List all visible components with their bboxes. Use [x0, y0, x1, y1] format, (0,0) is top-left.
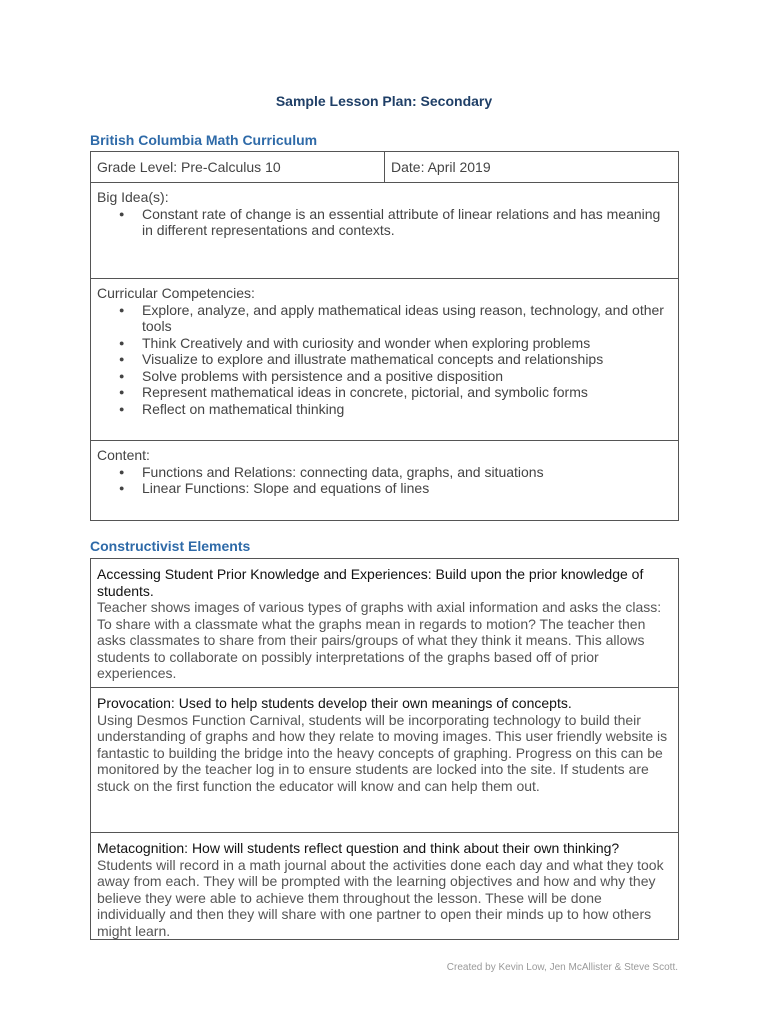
prior-knowledge-cell — [91, 559, 679, 688]
big-ideas-list — [97, 206, 672, 239]
list-item: ● Think Creatively and with curiosity and wonder when exploring problems — [142, 335, 672, 352]
provocation-body: Using Desmos Function Carnival, students will be incorporating technology to build their understanding of graphs and how they relate to moving images. This user friendly website is fantastic to building the bridge into the heavy concepts of graphing. Progress on this can be monitored by the teacher log in to ensure students are locked into the site. If students are stuck on the first function the educator will know and can help them out. — [97, 711, 668, 794]
curriculum-table — [90, 151, 679, 521]
curriculum-heading: British Columbia Math Curriculum — [90, 132, 318, 148]
provocation-heading: Provocation: Used to help students develop their own meanings of concepts. — [97, 695, 572, 711]
prior-knowledge-row — [91, 559, 679, 688]
metacognition-cell — [91, 833, 679, 940]
big-ideas-cell — [91, 183, 679, 279]
prior-knowledge-body: Teacher shows images of various types of graphs with axial information and asks the class: To share with a classmate what the graphs mean in regards to motion? The teacher then asks classmates to share from their pairs/groups of what they think it means. This allows students to collaborate on possibly interpretations of the graphs based off of prior experiences. — [97, 599, 662, 681]
grade-level-cell — [91, 152, 385, 183]
list-item: ● Represent mathematical ideas in concrete, pictorial, and symbolic forms — [142, 384, 672, 401]
metacognition-body: Students will record in a math journal about the activities done each day and what they took away from each. They will be prompted with the learning objectives and how and why they believe they were able to achieve them throughout the lesson. These will be done individually and then they will share with one partner to open their minds up to how others might learn. — [97, 856, 664, 939]
footer-credits: Created by Kevin Low, Jen McAllister & Steve Scott. — [446, 962, 678, 973]
competencies-cell — [91, 279, 679, 441]
big-ideas-label: Big Idea(s): — [97, 189, 169, 205]
metacognition-heading: Metacognition: How will students reflect question and think about their own thinking? — [97, 840, 620, 856]
big-ideas-row — [91, 183, 679, 279]
page-title: Sample Lesson Plan: Secondary — [275, 93, 493, 109]
list-item: ● Solve problems with persistence and a positive disposition — [142, 368, 672, 385]
list-item: ● Explore, analyze, and apply mathematical ideas using reason, technology, and other tools — [142, 302, 672, 335]
competencies-row — [91, 279, 679, 441]
provocation-cell — [91, 688, 679, 833]
competencies-label: Curricular Competencies: — [97, 285, 255, 301]
grade-level: Grade Level: Pre-Calculus 10 — [97, 159, 281, 175]
content-row — [91, 441, 679, 521]
prior-knowledge-heading: Accessing Student Prior Knowledge and Experiences: Build upon the prior knowledge of students. — [97, 566, 644, 599]
provocation-row — [91, 688, 679, 833]
list-item: ● Visualize to explore and illustrate mathematical concepts and relationships — [142, 351, 672, 368]
content-list — [97, 464, 672, 497]
list-item: ● Constant rate of change is an essential attribute of linear relations and has meaning in different representations and contexts. — [142, 206, 672, 239]
date-cell — [385, 152, 679, 183]
constructivist-table — [90, 558, 679, 940]
metacognition-row — [91, 833, 679, 940]
competencies-list — [97, 302, 672, 418]
content-cell — [91, 441, 679, 521]
lesson-date: Date: April 2019 — [391, 159, 491, 175]
list-item: ● Reflect on mathematical thinking — [142, 401, 672, 418]
constructivist-heading: Constructivist Elements — [90, 538, 251, 554]
list-item: ● Functions and Relations: connecting data, graphs, and situations — [142, 464, 672, 481]
list-item: ● Linear Functions: Slope and equations of lines — [142, 480, 672, 497]
content-label: Content: — [97, 447, 150, 463]
grade-date-row — [91, 152, 679, 183]
